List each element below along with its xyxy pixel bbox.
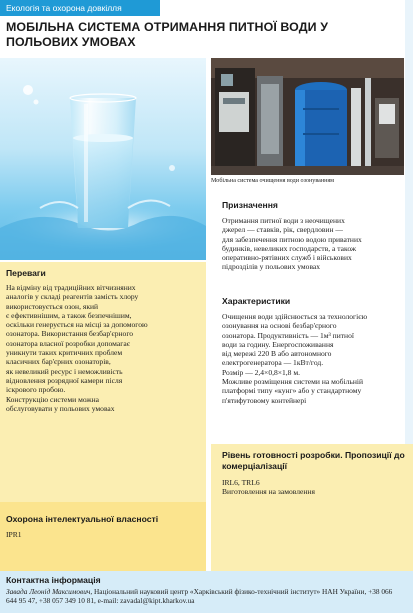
purpose-line: для забезпечення питною водою приватних [222, 234, 362, 244]
category-tab: Екологія та охорона довкілля [0, 0, 160, 16]
advantages-line: обслуговувати у польових умовах [6, 403, 115, 413]
advantages-line: озонатора. Використання безбар'єрного [6, 329, 134, 339]
readiness-heading: Рівень готовності розробки. Пропозиції до комерціалізації [222, 450, 405, 471]
characteristics-line: озонатора. Продуктивність — 1м³ питної [222, 330, 354, 340]
contact-text [6, 587, 404, 605]
characteristics-line: Розмір — 2,4×0,8×1,8 м. [222, 367, 300, 377]
advantages-line: аналогів у складі реагентів замість хлору [6, 292, 139, 302]
purpose-line: джерел — ставків, рік, свердловин — [222, 225, 343, 235]
characteristics-line: води за годину. Енергоспоживання [222, 339, 334, 349]
purpose-heading: Призначення [222, 200, 278, 210]
purpose-line: Отримання питної води з неочищених [222, 216, 345, 225]
advantages-line: класичних бар'єрних озонаторів, [6, 357, 111, 367]
ip-panel [0, 502, 206, 571]
contact-heading: Контактна інформація [6, 575, 101, 585]
water-glass-image [0, 58, 206, 260]
characteristics-text [222, 312, 406, 405]
purpose-text [222, 216, 404, 272]
characteristics-heading: Характеристики [222, 296, 291, 306]
characteristics-line: платформі типу «кунг» або у стандартному [222, 386, 362, 396]
purpose-line: будинків, невеликих господарств, а також [222, 243, 357, 253]
ip-heading: Охорона інтелектуальної власності [6, 514, 159, 524]
advantages-line: є ефективнішим, а також безпечнішим, [6, 310, 132, 320]
advantages-line: використовується озон, який [6, 301, 99, 311]
characteristics-line: Можливе розміщення системи на мобільній [222, 377, 364, 387]
readiness-line: Виготовлення на замовлення [222, 487, 315, 497]
equipment-photo [211, 58, 404, 175]
advantages-text [6, 283, 202, 413]
advantages-line: озонатора власної розробки допомагає [6, 338, 130, 348]
advantages-line: як невеликий ресурс і неможливість [6, 366, 123, 376]
purpose-line: оперативно-рятівних служб і військових [222, 253, 352, 263]
characteristics-line: Очищення води здійснюється за технологією [222, 312, 368, 321]
advantages-line: іскрового пробою. [6, 385, 66, 395]
page-title: МОБІЛЬНА СИСТЕМА ОТРИМАННЯ ПИТНОЇ ВОДИ У ПОЛЬОВИХ УМОВАХ [6, 20, 328, 49]
advantages-heading: Переваги [6, 268, 46, 278]
characteristics-line: від мережі 220 В або автономного [222, 349, 332, 359]
contact-person: Завада Леонід Максимович [6, 587, 91, 596]
ozonation-system-photo [211, 58, 404, 175]
advantages-line: Конструкцію системи можна [6, 394, 100, 404]
purpose-line: підрозділів у польових умовах [222, 262, 321, 272]
characteristics-line: п'ятифутовому контейнері [222, 395, 307, 405]
water-glass-illustration [0, 58, 206, 260]
contact-details: , Національний науковий центр «Харківський фізико-технічний інститут» НАН України, +38 066 644 95 47, +38 057 349 10 81, e-mail: zavadal@kipt.kharkov.ua [6, 587, 393, 605]
characteristics-line: електрогенератора — 1кВт/год. [222, 358, 324, 368]
advantages-line: На відміну від традиційних вітчизняних [6, 283, 136, 292]
advantages-line: відновлення розрядної камери після [6, 375, 123, 385]
advantages-line: оскільки генерується на місці за допомогою [6, 320, 148, 330]
characteristics-line: озонування на основі безбар'єрного [222, 321, 337, 331]
readiness-text [222, 478, 406, 497]
readiness-line: IRL6, TRL6 [222, 478, 260, 487]
ip-value: IPR1 [6, 530, 22, 539]
advantages-line: уникнути таких критичних проблем [6, 348, 123, 358]
photo-caption: Мобільна система очищення води озонуванням [211, 178, 335, 184]
